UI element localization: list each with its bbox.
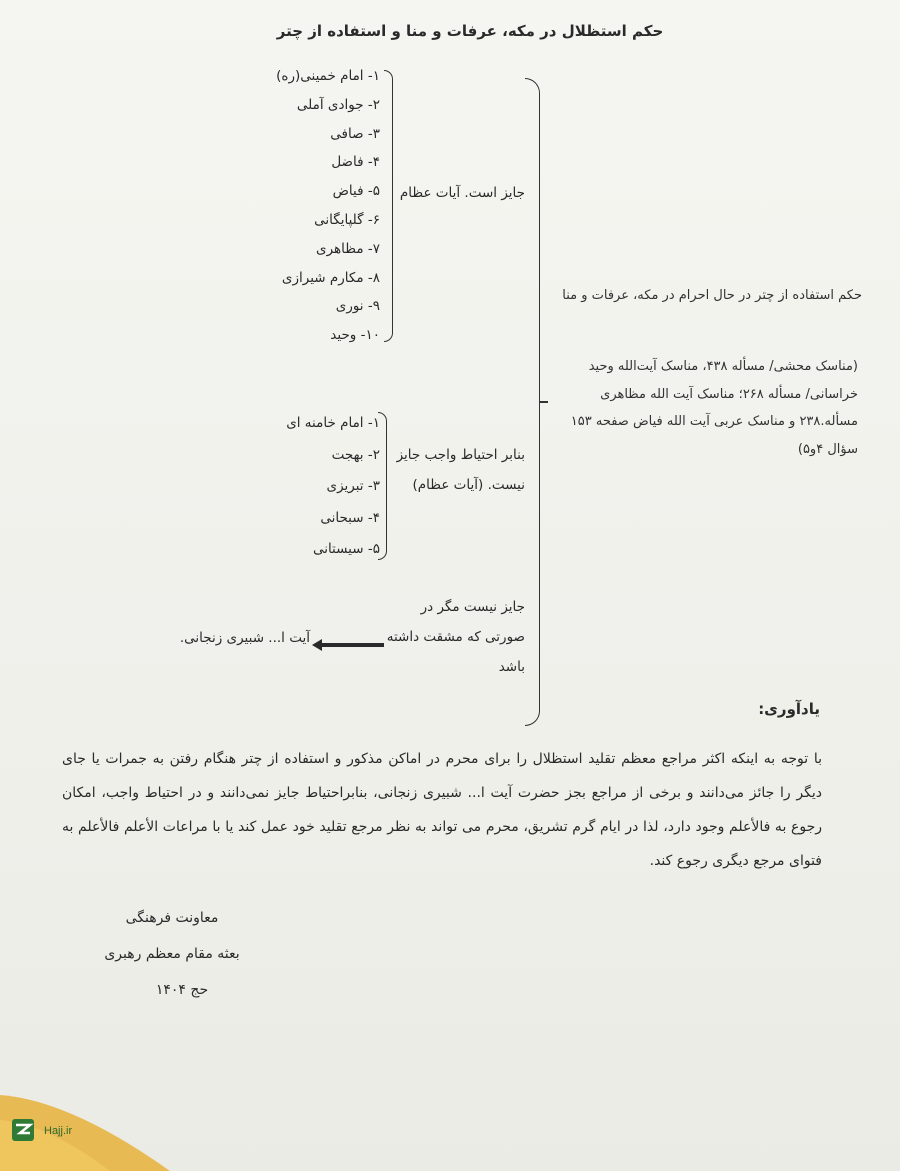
list-item: ۱- امام خامنه ای bbox=[286, 415, 380, 431]
list-item: ۷- مظاهری bbox=[316, 240, 380, 257]
list-item: ۳- تبریزی bbox=[326, 478, 380, 494]
group1-bracket bbox=[384, 70, 393, 342]
list-item: ۳- صافی bbox=[330, 125, 380, 142]
list-item: ۲- بهجت bbox=[331, 446, 380, 463]
reminder-body: با توجه به اینکه اکثر مراجع معظم تقلید استظلال را برای محرم در اماکن مذکور و استفاده از چتر هنگام رفتن به جمرات یا جای دیگر را جائز می‌دانند و برخی از مراجع بجز حضرت آیت ا... شبیری زنجانی، بنابراحتیاط جایز نمی‌دانند و در احتیاط واجب، امکان رجوع به فالأعلم وجود دارد، لذا در ایام گرم تشریق، محرم می تواند به نظر مرجع تقلید خود عمل کند یا با مراعات الأعلم فالأعلم به فتوای مرجع دیگری رجوع کند. bbox=[62, 751, 822, 869]
hajj-logo-icon bbox=[0, 1085, 170, 1171]
signature-block bbox=[92, 900, 252, 1008]
signature-line: حج ۱۴۰۴ bbox=[155, 982, 209, 998]
ruling-question: حکم استفاده از چتر در حال احرام در مکه، عرفات و منا bbox=[562, 288, 862, 303]
list-item: ۱- امام خمینی(ره) bbox=[276, 68, 380, 84]
list-item: ۵- فیاض bbox=[332, 183, 380, 200]
signature-line: بعثه مقام معظم رهبری bbox=[104, 946, 240, 962]
watermark-text: Hajj.ir bbox=[44, 1125, 73, 1137]
references: (مناسک محشی/ مسأله ۴۳۸، مناسک آیت‌الله وحید خراسانی/ مسأله ۲۶۸؛ مناسک آیت الله مظاهری مسأله.۲۳۸ و مناسک عربی آیت الله فیاض صفحه ۱۵۳ سؤال ۴و۵) bbox=[570, 359, 858, 457]
list-item: ۲- جوادی آملی bbox=[296, 96, 380, 113]
group1-label: جایز است. آیات عظام bbox=[399, 185, 525, 201]
list-item: ۶- گلپایگانی bbox=[314, 211, 380, 228]
list-item: ۱۰- وحید bbox=[330, 327, 380, 344]
permitted-scholars-list bbox=[276, 62, 380, 350]
list-item: ۹- نوری bbox=[335, 298, 380, 315]
arrow-left-icon bbox=[320, 643, 384, 647]
group3-scholar: آیت ا... شبیری زنجانی. bbox=[179, 630, 310, 646]
signature-line: معاونت فرهنگی bbox=[125, 910, 219, 926]
list-item: ۸- مکارم شیرازی bbox=[281, 269, 380, 286]
precaution-scholars-list bbox=[286, 408, 380, 566]
document-title: حکم استظلال در مکه، عرفات و منا و استفاده از چتر bbox=[276, 22, 664, 40]
list-item: ۴- فاضل bbox=[331, 154, 380, 171]
list-item: ۵- سیستانی bbox=[312, 541, 380, 557]
main-bracket bbox=[525, 78, 540, 726]
group3-label: جایز نیست مگر در صورتی که مشقت داشته باشد bbox=[386, 599, 525, 675]
list-item: ۴- سبحانی bbox=[320, 509, 380, 526]
reminder-heading: یادآوری: bbox=[758, 700, 820, 718]
group2-label: بنابر احتیاط واجب جایز نیست. (آیات عظام) bbox=[396, 447, 525, 493]
